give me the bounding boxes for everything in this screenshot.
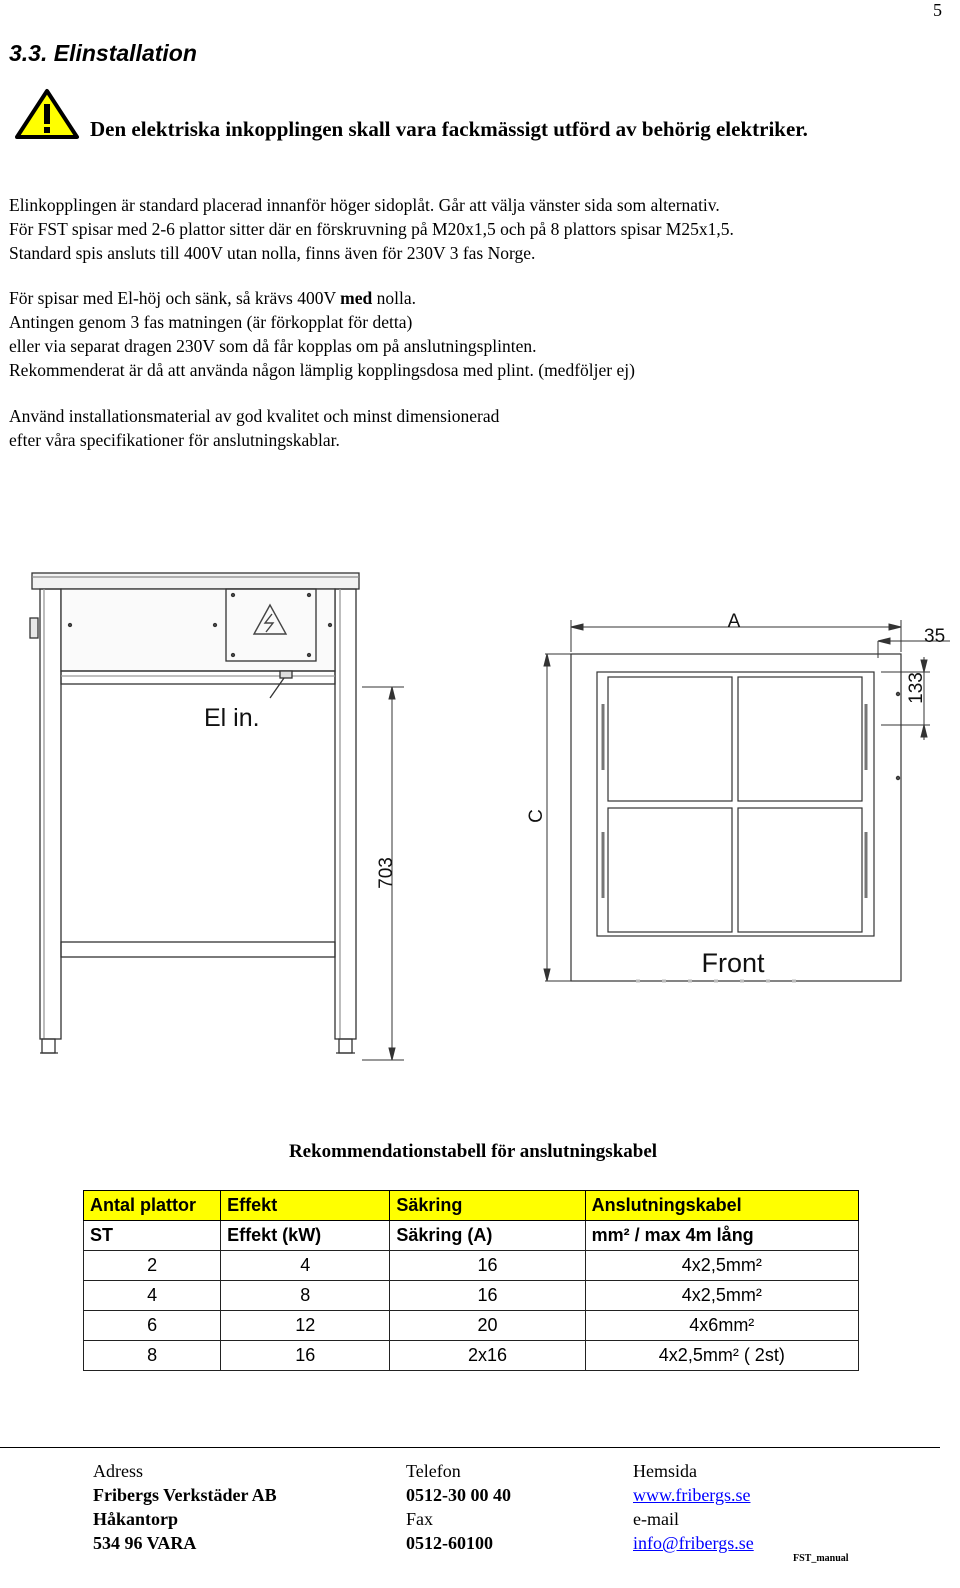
table-row xyxy=(84,1251,859,1281)
dim-c-label: C xyxy=(526,809,547,823)
address-label: Adress xyxy=(93,1461,143,1481)
warning-triangle-icon xyxy=(14,88,80,140)
table-cell: 4 xyxy=(221,1251,390,1281)
footer-divider xyxy=(0,1447,940,1448)
header-cell: Antal plattor xyxy=(84,1191,221,1221)
table-title: Rekommendationstabell för anslutningskabel xyxy=(288,1141,658,1162)
dim-133-label: 133 xyxy=(906,672,927,704)
subheader-cell: mm² / max 4m lång xyxy=(585,1221,858,1251)
height-dim-label: 703 xyxy=(376,857,397,889)
top-view xyxy=(571,654,901,981)
document-id: FST_manual xyxy=(793,1553,849,1564)
company-name: Fribergs Verkstäder AB xyxy=(93,1485,277,1505)
table-cell: 2x16 xyxy=(390,1341,585,1371)
header-cell: Effekt xyxy=(221,1191,390,1221)
table-cell: 2 xyxy=(84,1251,221,1281)
table-subheader-row xyxy=(84,1221,859,1251)
phone-number: 0512-30 00 40 xyxy=(406,1485,511,1505)
text-line: För spisar med El-höj och sänk, så krävs 400V med nolla. xyxy=(9,288,416,308)
table-cell: 16 xyxy=(221,1341,390,1371)
table-cell: 4 xyxy=(84,1281,221,1311)
phone-label: Telefon xyxy=(406,1461,461,1481)
cable-table xyxy=(83,1190,859,1371)
table-cell: 4x6mm² xyxy=(585,1311,858,1341)
table-cell: 4x2,5mm² xyxy=(585,1251,858,1281)
warning-text: Den elektriska inkopplingen skall vara fackmässigt utförd av behörig elektriker. xyxy=(90,117,808,141)
table-cell: 8 xyxy=(221,1281,390,1311)
subheader-cell: Effekt (kW) xyxy=(221,1221,390,1251)
fax-number: 0512-60100 xyxy=(406,1533,493,1553)
front-label: Front xyxy=(701,948,765,978)
header-cell: Anslutningskabel xyxy=(585,1191,858,1221)
footer-web xyxy=(633,1459,754,1555)
city: 534 96 VARA xyxy=(93,1533,197,1553)
email-label: e-mail xyxy=(633,1509,679,1529)
text-line: efter våra specifikationer för anslutningskablar. xyxy=(9,430,340,450)
table-row xyxy=(84,1311,859,1341)
fax-label: Fax xyxy=(406,1509,433,1529)
table-cell: 16 xyxy=(390,1251,585,1281)
text-line: Rekommenderat är då att använda någon lämplig kopplingsdosa med plint. (medföljer ej) xyxy=(9,360,635,380)
section-title: 3.3. Elinstallation xyxy=(9,40,197,66)
email-link[interactable]: info@fribergs.se xyxy=(633,1533,754,1553)
table-cell: 6 xyxy=(84,1311,221,1341)
text-line: För FST spisar med 2-6 plattor sitter där en förskruvning på M20x1,5 och på 8 plattors spisar M25x1,5. xyxy=(9,219,734,239)
table-row xyxy=(84,1341,859,1371)
paragraph-lift xyxy=(9,286,635,382)
header-cell: Säkring xyxy=(390,1191,585,1221)
table-cell: 20 xyxy=(390,1311,585,1341)
side-view xyxy=(30,573,359,1053)
side-label: El in. xyxy=(204,704,260,732)
dim-a-label: A xyxy=(727,611,741,632)
website-link[interactable]: www.fribergs.se xyxy=(633,1485,751,1505)
technical-drawing xyxy=(0,560,960,1090)
paragraph-location xyxy=(9,193,734,265)
table-cell: 4x2,5mm² ( 2st) xyxy=(585,1341,858,1371)
table-header-row xyxy=(84,1191,859,1221)
text-line: Antingen genom 3 fas matningen (är förkopplat för detta) xyxy=(9,312,413,332)
footer-address xyxy=(93,1459,277,1555)
subheader-cell: ST xyxy=(84,1221,221,1251)
dim-35-label: 35 xyxy=(924,626,946,647)
paragraph-material xyxy=(9,404,499,452)
table-cell: 12 xyxy=(221,1311,390,1341)
text-line: eller via separat dragen 230V som då får kopplas om på anslutningsplinten. xyxy=(9,336,537,356)
page-number: 5 xyxy=(933,0,942,20)
text-line: Elinkopplingen är standard placerad innanför höger sidoplåt. Går att välja vänster sida som alternativ. xyxy=(9,195,720,215)
table-row xyxy=(84,1281,859,1311)
footer-phone xyxy=(406,1459,511,1555)
street: Håkantorp xyxy=(93,1509,179,1529)
text-line: Standard spis ansluts till 400V utan nolla, finns även för 230V 3 fas Norge. xyxy=(9,243,536,263)
table-cell: 8 xyxy=(84,1341,221,1371)
website-label: Hemsida xyxy=(633,1461,697,1481)
table-cell: 4x2,5mm² xyxy=(585,1281,858,1311)
text-line: Använd installationsmaterial av god kvalitet och minst dimensionerad xyxy=(9,406,500,426)
table-cell: 16 xyxy=(390,1281,585,1311)
subheader-cell: Säkring (A) xyxy=(390,1221,585,1251)
